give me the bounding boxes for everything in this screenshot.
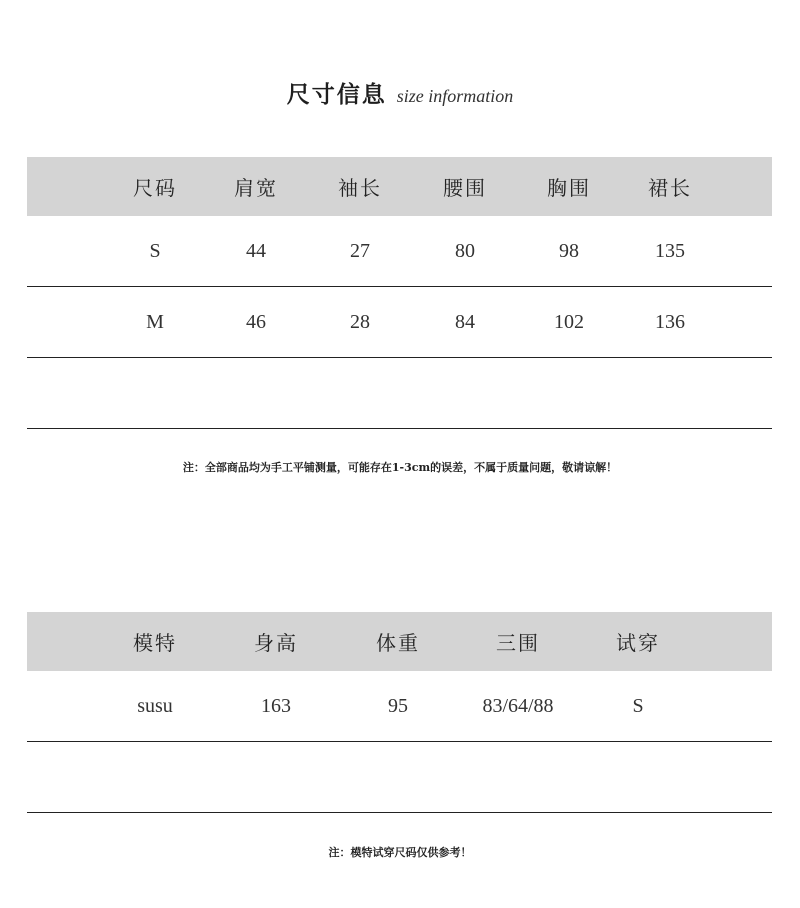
header-cell: 袖长 <box>338 176 382 200</box>
table-cell: 27 <box>350 239 370 262</box>
table-cell: 80 <box>455 239 475 262</box>
table-cell: 102 <box>554 310 584 333</box>
table-cell: 83/64/88 <box>482 694 554 717</box>
header-cell: 胸围 <box>547 176 591 200</box>
title-cn: 尺寸信息 <box>286 81 387 108</box>
size-table <box>27 157 772 429</box>
table-cell: 136 <box>655 310 685 333</box>
table-row-empty <box>27 358 772 429</box>
table-row <box>27 671 772 742</box>
table-cell: 135 <box>655 239 685 262</box>
model-table-header <box>27 612 772 671</box>
page-title <box>0 76 800 109</box>
table-cell: 28 <box>350 310 370 333</box>
model-table <box>27 612 772 813</box>
model-note: 注：模特试穿尺码仅供参考！ <box>328 846 472 859</box>
table-cell: 84 <box>455 310 475 333</box>
title-en: size information <box>396 86 514 106</box>
header-cell: 模特 <box>133 631 177 655</box>
table-row <box>27 216 772 287</box>
header-cell: 肩宽 <box>234 176 278 200</box>
table-cell: 163 <box>261 694 291 717</box>
table-cell: 46 <box>246 310 266 333</box>
header-cell: 试穿 <box>616 631 660 655</box>
header-cell: 腰围 <box>443 176 487 200</box>
table-cell: S <box>632 694 644 717</box>
header-cell: 裙长 <box>648 176 692 200</box>
header-cell: 三围 <box>496 631 540 655</box>
table-row <box>27 287 772 358</box>
table-row-empty <box>27 742 772 813</box>
table-cell: 98 <box>559 239 579 262</box>
table-cell: M <box>146 310 164 333</box>
header-cell: 身高 <box>254 631 298 655</box>
table-cell: susu <box>137 694 173 717</box>
size-table-header <box>27 157 772 216</box>
table-cell: 44 <box>246 239 266 262</box>
table-cell: S <box>149 239 161 262</box>
header-cell: 尺码 <box>133 176 177 200</box>
table-cell: 95 <box>388 694 408 717</box>
size-note: 注：全部商品均为手工平铺测量，可能存在1-3cm的误差，不属于质量问题，敬请谅解！ <box>182 461 618 474</box>
header-cell: 体重 <box>376 631 420 655</box>
